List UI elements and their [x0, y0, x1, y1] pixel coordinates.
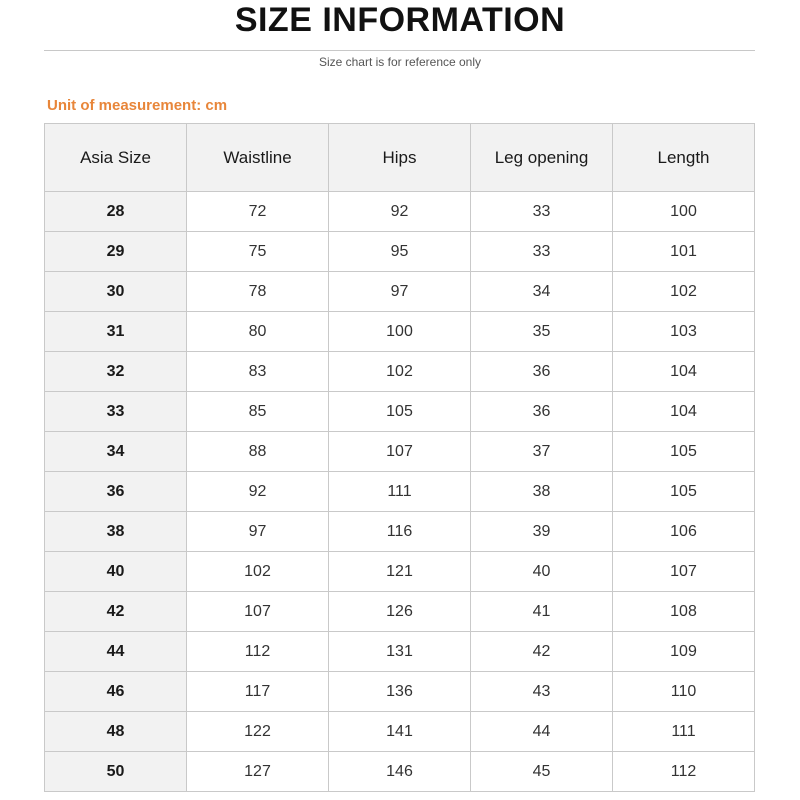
size-table: [44, 123, 755, 792]
leg-opening-cell: 39: [471, 512, 613, 552]
leg-opening-cell: 44: [471, 712, 613, 752]
hips-cell: 131: [329, 632, 471, 672]
waistline-cell: 122: [187, 712, 329, 752]
leg-opening-cell: 35: [471, 312, 613, 352]
hips-cell: 100: [329, 312, 471, 352]
leg-opening-cell: 42: [471, 632, 613, 672]
length-cell: 105: [613, 432, 755, 472]
length-cell: 103: [613, 312, 755, 352]
waistline-cell: 97: [187, 512, 329, 552]
leg-opening-cell: 38: [471, 472, 613, 512]
length-cell: 110: [613, 672, 755, 712]
leg-opening-cell: 41: [471, 592, 613, 632]
length-cell: 100: [613, 192, 755, 232]
unit-label: Unit of measurement: cm: [47, 97, 228, 114]
length-cell: 112: [613, 752, 755, 792]
page-title: SIZE INFORMATION: [234, 1, 566, 39]
size-cell: 48: [45, 712, 187, 752]
waistline-cell: 83: [187, 352, 329, 392]
table-row: [45, 392, 755, 432]
hips-cell: 141: [329, 712, 471, 752]
length-cell: 104: [613, 352, 755, 392]
waistline-cell: 88: [187, 432, 329, 472]
hips-cell: 92: [329, 192, 471, 232]
length-cell: 104: [613, 392, 755, 432]
size-table-head: [45, 124, 755, 192]
length-cell: 101: [613, 232, 755, 272]
length-cell: 107: [613, 552, 755, 592]
header-waistline: Waistline: [187, 124, 329, 192]
size-cell: 40: [45, 552, 187, 592]
table-row: [45, 512, 755, 552]
table-row: [45, 272, 755, 312]
hips-cell: 121: [329, 552, 471, 592]
waistline-cell: 85: [187, 392, 329, 432]
size-cell: 44: [45, 632, 187, 672]
table-row: [45, 552, 755, 592]
table-row: [45, 472, 755, 512]
size-table-body: [45, 192, 755, 792]
size-cell: 38: [45, 512, 187, 552]
waistline-cell: 127: [187, 752, 329, 792]
size-cell: 42: [45, 592, 187, 632]
waistline-cell: 72: [187, 192, 329, 232]
length-cell: 109: [613, 632, 755, 672]
size-cell: 50: [45, 752, 187, 792]
table-row: [45, 312, 755, 352]
table-row: [45, 192, 755, 232]
header-leg-opening: Leg opening: [471, 124, 613, 192]
table-row: [45, 752, 755, 792]
size-cell: 31: [45, 312, 187, 352]
hips-cell: 97: [329, 272, 471, 312]
header-row: [45, 124, 755, 192]
hips-cell: 95: [329, 232, 471, 272]
leg-opening-cell: 36: [471, 352, 613, 392]
header-length: Length: [613, 124, 755, 192]
title-divider: [44, 50, 755, 51]
header-hips: Hips: [329, 124, 471, 192]
table-row: [45, 672, 755, 712]
waistline-cell: 92: [187, 472, 329, 512]
table-row: [45, 712, 755, 752]
waistline-cell: 112: [187, 632, 329, 672]
size-cell: 34: [45, 432, 187, 472]
table-row: [45, 632, 755, 672]
size-cell: 36: [45, 472, 187, 512]
size-cell: 32: [45, 352, 187, 392]
table-row: [45, 352, 755, 392]
size-cell: 46: [45, 672, 187, 712]
hips-cell: 126: [329, 592, 471, 632]
waistline-cell: 107: [187, 592, 329, 632]
waistline-cell: 78: [187, 272, 329, 312]
size-cell: 29: [45, 232, 187, 272]
leg-opening-cell: 37: [471, 432, 613, 472]
header-asia-size: Asia Size: [45, 124, 187, 192]
table-row: [45, 232, 755, 272]
hips-cell: 116: [329, 512, 471, 552]
page-subtitle: Size chart is for reference only: [318, 55, 482, 69]
waistline-cell: 75: [187, 232, 329, 272]
leg-opening-cell: 33: [471, 232, 613, 272]
hips-cell: 136: [329, 672, 471, 712]
hips-cell: 107: [329, 432, 471, 472]
hips-cell: 105: [329, 392, 471, 432]
table-row: [45, 592, 755, 632]
length-cell: 102: [613, 272, 755, 312]
table-row: [45, 432, 755, 472]
size-cell: 30: [45, 272, 187, 312]
length-cell: 111: [613, 712, 755, 752]
leg-opening-cell: 36: [471, 392, 613, 432]
length-cell: 105: [613, 472, 755, 512]
leg-opening-cell: 45: [471, 752, 613, 792]
waistline-cell: 117: [187, 672, 329, 712]
hips-cell: 146: [329, 752, 471, 792]
size-cell: 33: [45, 392, 187, 432]
hips-cell: 102: [329, 352, 471, 392]
length-cell: 108: [613, 592, 755, 632]
leg-opening-cell: 34: [471, 272, 613, 312]
waistline-cell: 102: [187, 552, 329, 592]
leg-opening-cell: 43: [471, 672, 613, 712]
length-cell: 106: [613, 512, 755, 552]
waistline-cell: 80: [187, 312, 329, 352]
leg-opening-cell: 40: [471, 552, 613, 592]
hips-cell: 111: [329, 472, 471, 512]
leg-opening-cell: 33: [471, 192, 613, 232]
size-cell: 28: [45, 192, 187, 232]
